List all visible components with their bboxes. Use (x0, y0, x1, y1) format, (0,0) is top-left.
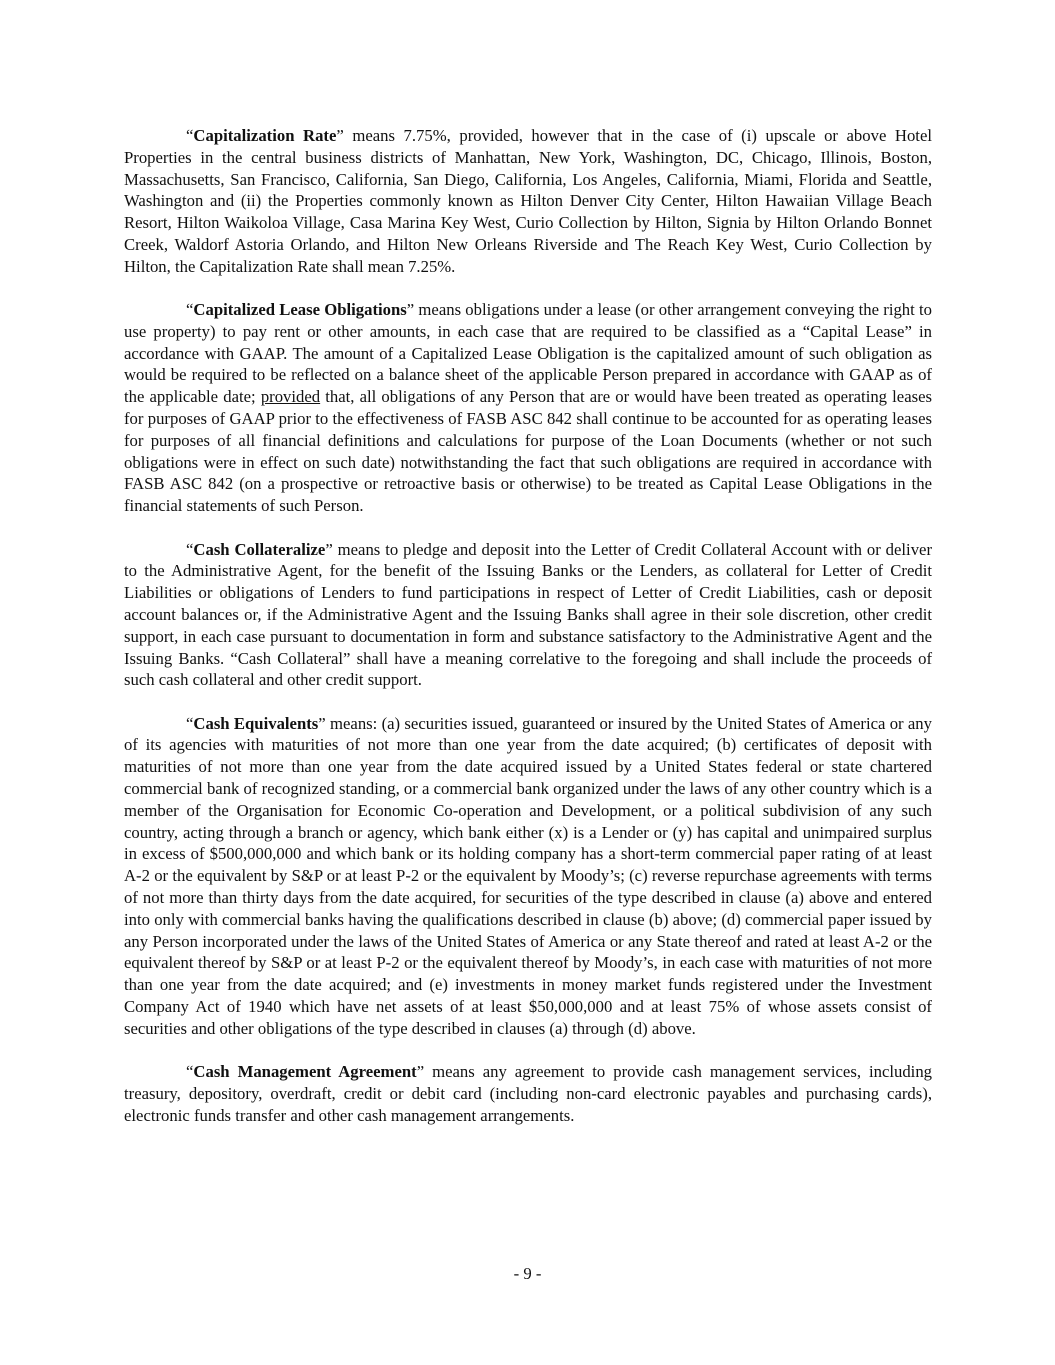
defined-term: Cash Equivalents (193, 713, 319, 733)
close-quote: ” (416, 1062, 425, 1082)
underlined-word: provided (260, 387, 321, 407)
defined-term: Cash Collateralize (193, 539, 326, 559)
definition-cash-equivalents (124, 713, 932, 1040)
definition-text: means any agreement to provide cash management services, including treasury, depository, overdraft, credit or debit card (including non-card electronic payables and purchasing cards), electronic funds transfer and other cash management arrangements. (124, 1062, 933, 1125)
definition-text-continued: that, all obligations of any Person that are or would have been treated as operating leases for purposes of GAAP prior to the effectiveness of FASB ASC 842 shall continue to be accounted for as operating leases for purposes of all financial definitions and calculations for purpose of the Loan Documents (whether or not such obligations were in effect on such date) notwithstanding the fact that such obligations are required in accordance with FASB ASC 842 (on a prospective or retroactive basis or otherwise) to be treated as Capital Lease Obligations in the financial statements of such Person. (124, 387, 932, 516)
definition-text: means 7.75%, provided, however that in the case of (i) upscale or above Hotel Properties in the central business districts of Manhattan, New York, Washington, DC, Chicago, Illinois, Boston, Massachusetts, San Francisco, California, San Diego, California, Los Angeles, California, Miami, Florida and Seattle, Washington and (ii) the Properties commonly known as Hilton Denver City Center, Hilton Hawaiian Village Beach Resort, Hilton Waikoloa Village, Casa Marina Key West, Curio Collection by Hilton, Signia by Hilton Orlando Bonnet Creek, Waldorf Astoria Orlando, and Hilton New Orleans Riverside and The Reach Key West, Curio Collection by Hilton, the Capitalization Rate shall mean 7.25%. (124, 126, 932, 276)
open-quote: “ (186, 713, 194, 733)
defined-term: Capitalized Lease Obligations (193, 300, 407, 320)
definition-text: means to pledge and deposit into the Letter of Credit Collateral Account with or deliver to the Administrative Agent, for the benefit of the Issuing Banks or the Lenders, as collateral for Letter of Credit Liabilities or obligations of Lenders to fund participations in respect of Letter of Credit Liabilities, cash or deposit account balances or, if the Administrative Agent and the Issuing Banks shall agree in their sole discretion, other credit support, in each case pursuant to documentation in form and substance satisfactory to the Administrative Agent and the Issuing Banks. “Cash Collateral” shall have a meaning correlative to the foregoing and shall include the proceeds of such cash collateral and other credit support. (124, 539, 932, 690)
close-quote: ” (336, 126, 344, 145)
definition-cash-collateralize (124, 539, 932, 692)
page-number: - 9 - (513, 1264, 542, 1283)
close-quote: ” (325, 539, 333, 559)
open-quote: “ (186, 126, 194, 145)
document-body (124, 125, 932, 1148)
open-quote: “ (186, 1062, 194, 1082)
definition-text: means: (a) securities issued, guaranteed or insured by the United States of America or any of its agencies with maturities of not more than one year from the date acquired; (b) certificates of deposit with maturities of not more than one year from the date acquired issued by a United States federal or state chartered commercial bank of recognized standing, or a commercial bank organized under the laws of any other country which is a member of the Organisation for Economic Co-operation and Development, or a political subdivision of any such country, acting through a branch or agency, which bank either (x) is a Lender or (y) has capital and unimpaired surplus in excess of $500,000,000 and which bank or its holding company has a short-term commercial paper rating of at least A-2 or the equivalent by S&P or at least P-2 or the equivalent by Moody’s; (c) reverse repurchase agreements with terms of not more than thirty days from the date acquired, for securities of the type described in clause (a) above and entered into only with commercial banks having the qualifications described in clause (b) above; (d) commercial paper issued by any Person incorporated under the laws of the United States of America or any State thereof and rated at least A-2 or the equivalent thereof by S&P or at least P-2 or the equivalent thereof by Moody’s, in each case with maturities of not more than one year from the date acquired; and (e) investments in money market funds registered under the Investment Company Act of 1940 which have net assets of at least $50,000,000 and at least 75% of whose assets consist of securities and other obligations of the type described in clauses (a) through (d) above. (124, 713, 932, 1038)
defined-term: Capitalization Rate (193, 126, 337, 145)
definition-capitalized-lease-obligations (124, 299, 932, 517)
open-quote: “ (186, 300, 194, 320)
definition-cash-management-agreement (124, 1061, 932, 1126)
open-quote: “ (186, 539, 194, 559)
defined-term: Cash Management Agreement (193, 1062, 417, 1082)
definition-text: means obligations under a lease (or other arrangement conveying the right to use property) to pay rent or other amounts, in each case that are required to be classified as a “Capital Lease” in accordance with GAAP. The amount of a Capitalized Lease Obligation is the capitalized amount of such obligation as would be required to be reflected on a balance sheet of the applicable Person prepared in accordance with GAAP as of the applicable date; (124, 300, 932, 407)
close-quote: ” (318, 713, 326, 733)
close-quote: ” (406, 300, 415, 320)
definition-capitalization-rate (124, 125, 932, 278)
